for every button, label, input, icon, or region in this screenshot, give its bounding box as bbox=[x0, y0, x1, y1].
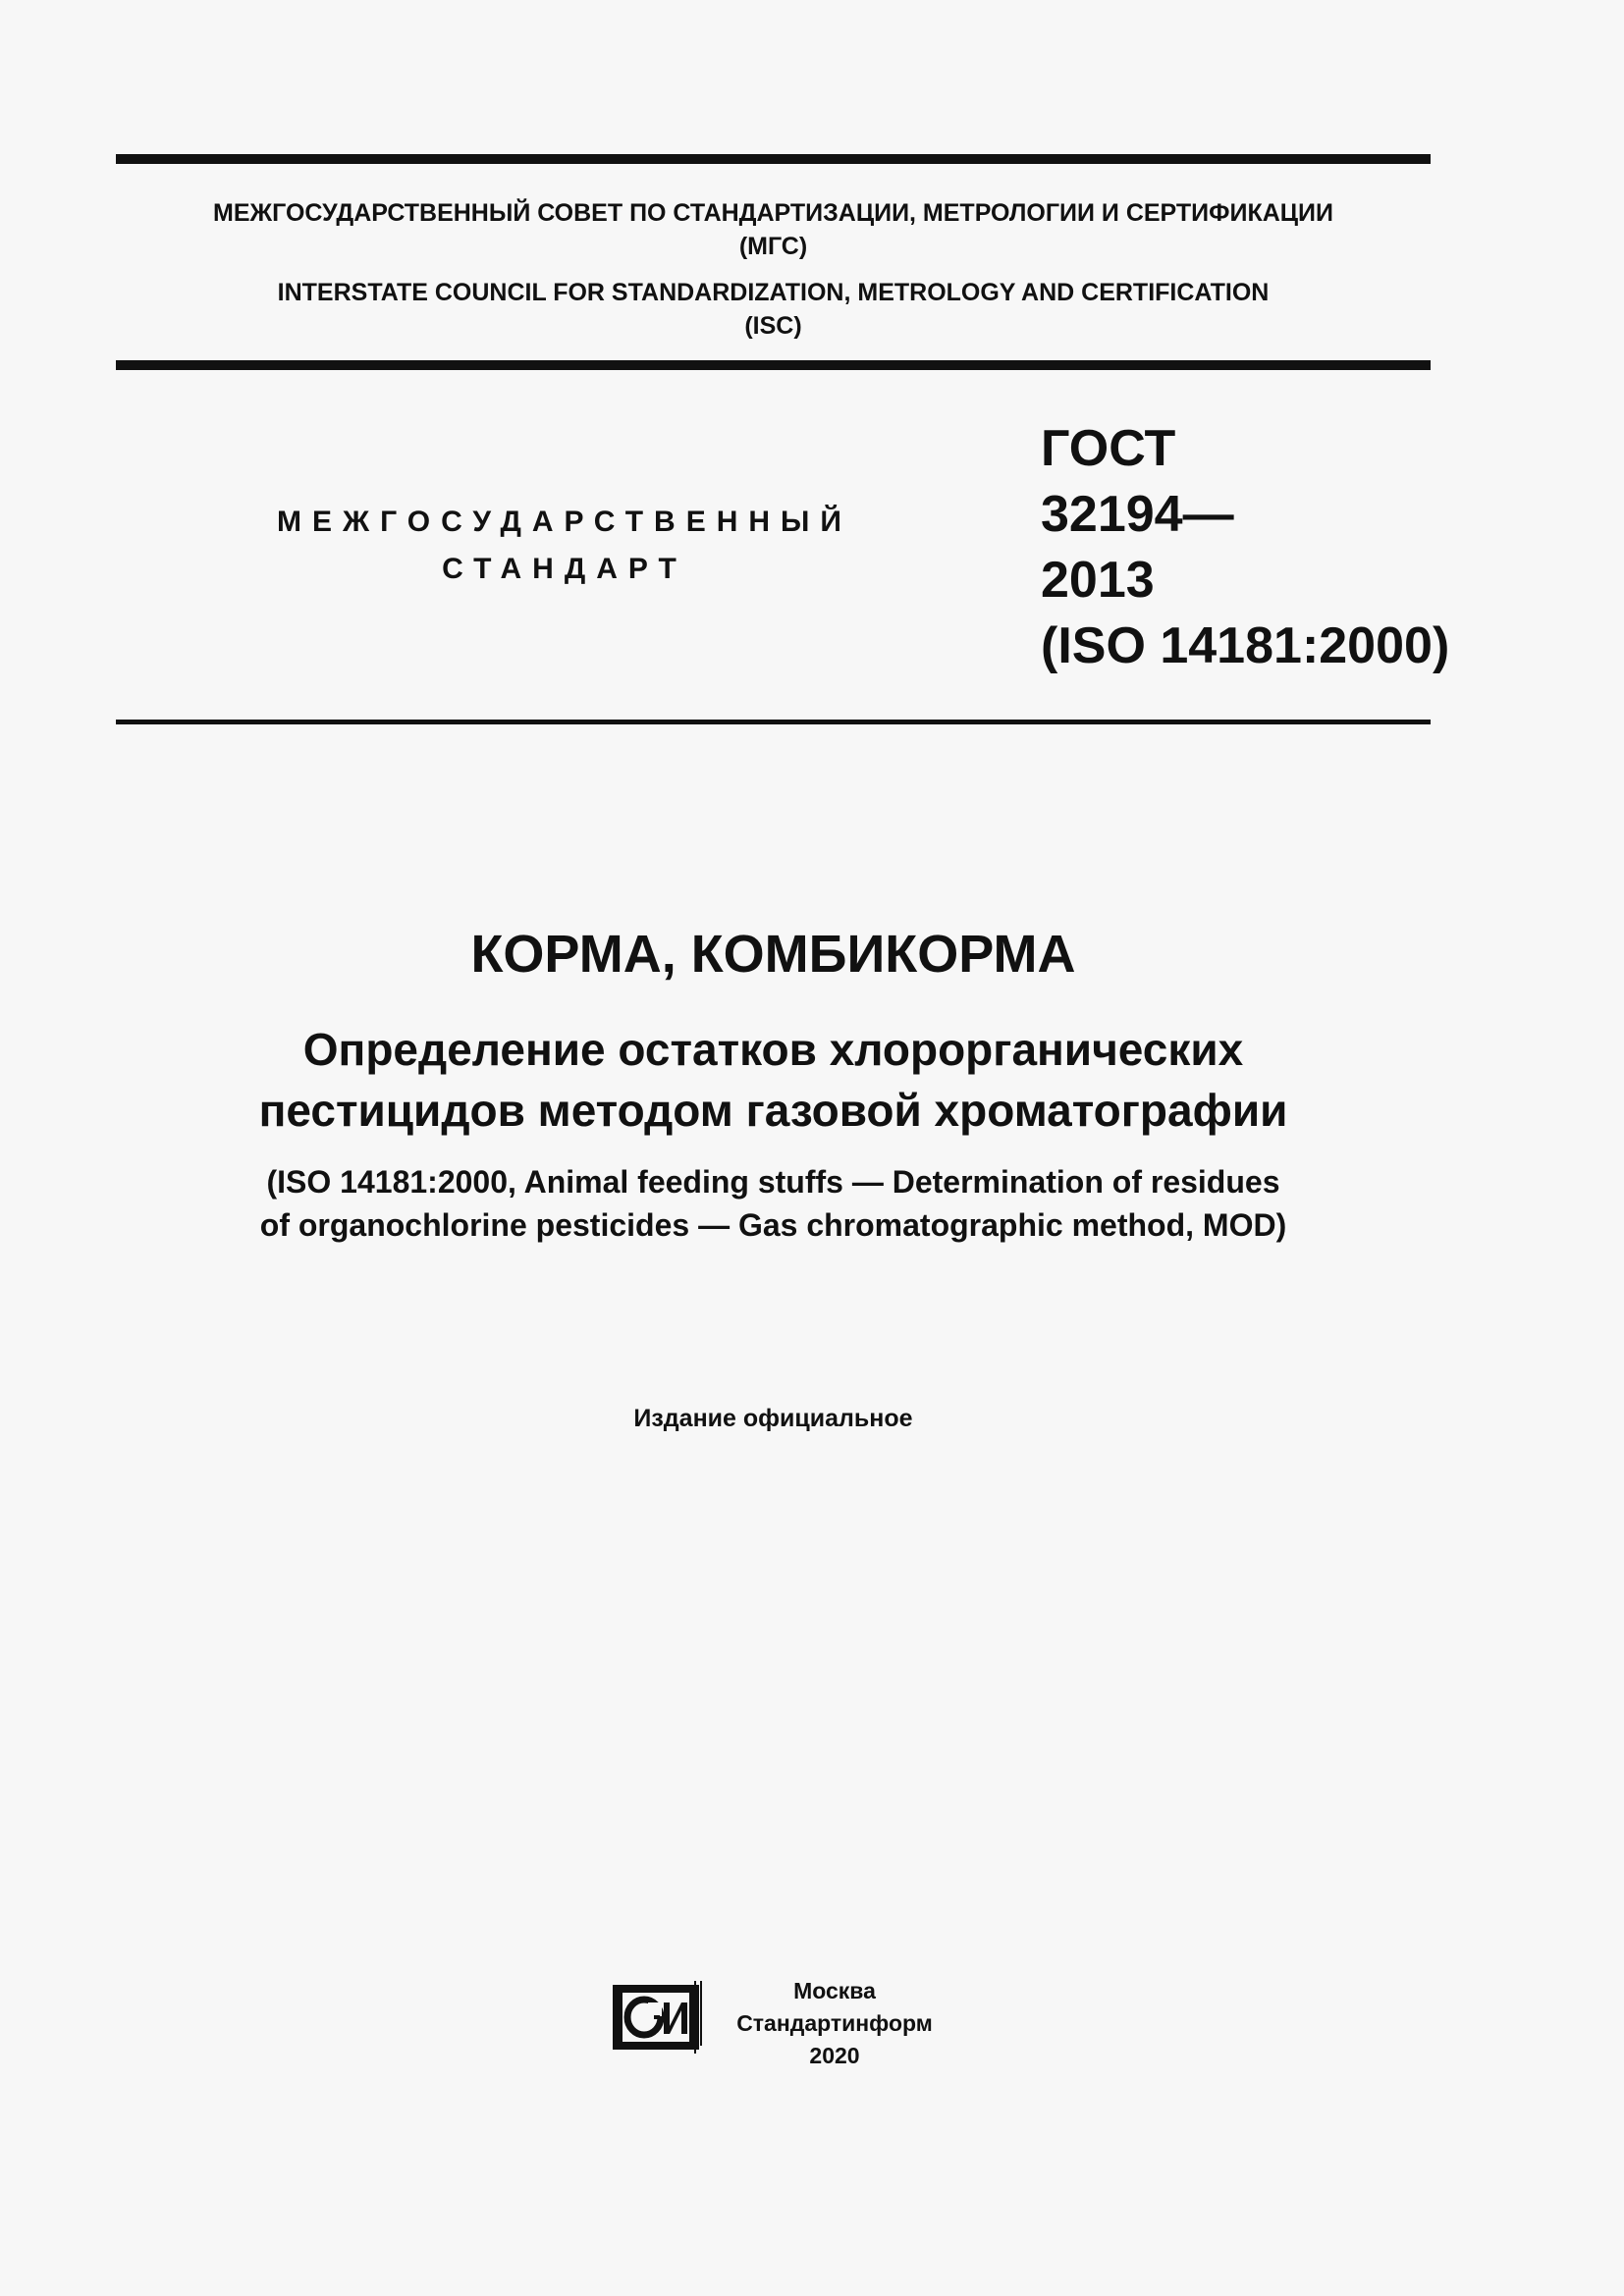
standard-type-line2: СТАНДАРТ bbox=[442, 553, 687, 585]
svg-text:СИ: СИ bbox=[611, 1981, 613, 1982]
council-name-ru bbox=[116, 196, 1431, 263]
council-abbrev-en: (ISC) bbox=[744, 312, 802, 340]
standard-type bbox=[245, 499, 884, 593]
council-abbrev-ru: (МГС) bbox=[738, 233, 808, 260]
imprint bbox=[717, 1975, 952, 2072]
bottom-rule bbox=[116, 720, 1431, 724]
council-name-en bbox=[116, 276, 1431, 343]
gost-number: ГОСТ 32194— 2013 (ISO 14181:2000) bbox=[1041, 420, 1450, 674]
edition-note: Издание официальное bbox=[633, 1405, 913, 1432]
imprint-city: Москва bbox=[793, 1978, 876, 2003]
top-rule bbox=[116, 154, 1431, 164]
document-title: КОРМА, КОМБИКОРМА bbox=[470, 925, 1076, 984]
council-name-ru-line1: МЕЖГОСУДАРСТВЕННЫЙ СОВЕТ ПО СТАНДАРТИЗАЦИИ, МЕТРОЛОГИИ И СЕРТИФИКАЦИИ bbox=[213, 199, 1333, 227]
standard-type-line1: МЕЖГОСУДАРСТВЕННЫЙ bbox=[277, 506, 852, 538]
document-subtitle: Определение остатков хлорорганических пестицидов методом газовой хроматографии bbox=[258, 1024, 1288, 1136]
iso-reference: (ISO 14181:2000, Animal feeding stuffs — Determination of residues of organochlorine pesticides — Gas chromatographic method, MOD) bbox=[259, 1164, 1287, 1243]
imprint-year: 2020 bbox=[809, 2043, 860, 2068]
council-name-en-line1: INTERSTATE COUNCIL FOR STANDARDIZATION, METROLOGY AND CERTIFICATION bbox=[277, 279, 1270, 306]
standartinform-logo-icon bbox=[611, 1981, 705, 2054]
middle-rule bbox=[116, 360, 1431, 370]
imprint-publisher: Стандартинформ bbox=[736, 2010, 933, 2036]
